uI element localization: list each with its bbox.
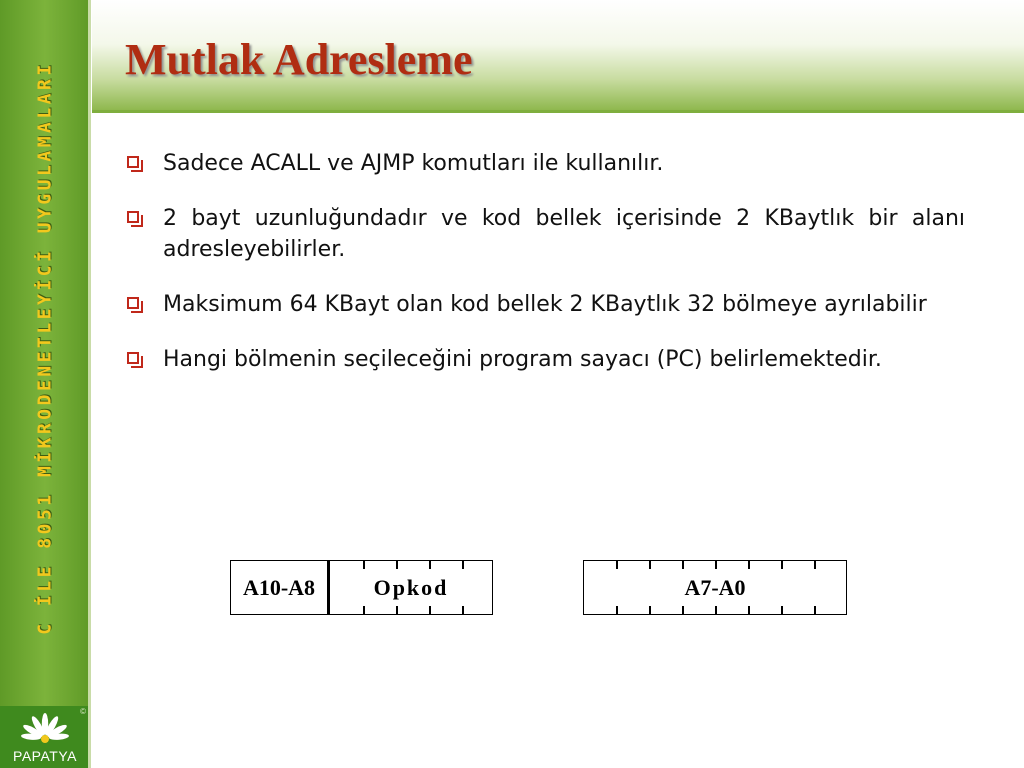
bit-tick bbox=[649, 606, 651, 614]
bullet-item bbox=[127, 344, 965, 375]
sidebar-edge bbox=[88, 0, 91, 768]
bullet-text: 2 bayt uzunluğundadır ve kod bellek içerisinde 2 KBaytlık bir alanı adresleyebilirler. bbox=[163, 206, 965, 262]
instruction-byte-2 bbox=[583, 560, 847, 615]
bit-tick bbox=[429, 561, 431, 569]
bit-tick bbox=[396, 561, 398, 569]
bit-tick bbox=[616, 606, 618, 614]
bullet-list bbox=[127, 148, 965, 399]
address-high-field: A10-A8 bbox=[231, 561, 330, 614]
bit-tick bbox=[715, 561, 717, 569]
bullet-item bbox=[127, 203, 965, 265]
bullet-item bbox=[127, 148, 965, 179]
header-divider bbox=[92, 110, 1024, 113]
logo bbox=[0, 706, 90, 768]
instruction-byte-1 bbox=[230, 560, 493, 615]
bit-tick bbox=[781, 606, 783, 614]
bit-tick bbox=[363, 606, 365, 614]
address-low-field: A7-A0 bbox=[684, 574, 746, 600]
bit-tick bbox=[715, 606, 717, 614]
bit-tick bbox=[748, 606, 750, 614]
bit-tick bbox=[429, 606, 431, 614]
bit-tick bbox=[462, 561, 464, 569]
bit-tick bbox=[396, 606, 398, 614]
sidebar bbox=[0, 0, 90, 768]
daisy-flower-icon bbox=[17, 710, 73, 750]
bit-tick bbox=[682, 606, 684, 614]
slide-title: Mutlak Adresleme bbox=[125, 35, 473, 84]
bit-tick bbox=[781, 561, 783, 569]
bit-tick bbox=[748, 561, 750, 569]
logo-text: PAPATYA bbox=[13, 748, 77, 764]
bit-tick bbox=[616, 561, 618, 569]
logo-copyright: © bbox=[80, 707, 86, 716]
checkbox-square-icon bbox=[127, 297, 139, 309]
bit-tick bbox=[814, 561, 816, 569]
bit-tick bbox=[814, 606, 816, 614]
bullet-text: Sadece ACALL ve AJMP komutları ile kullanılır. bbox=[163, 151, 664, 176]
sidebar-title: C İLE 8051 MİKRODENETLEYİCİ UYGULAMALARI bbox=[34, 61, 56, 635]
checkbox-square-icon bbox=[127, 352, 139, 364]
bit-tick bbox=[649, 561, 651, 569]
bullet-item bbox=[127, 289, 965, 320]
bullet-text: Maksimum 64 KBayt olan kod bellek 2 KBaytlık 32 bölmeye ayrılabilir bbox=[163, 292, 927, 317]
opcode-field: Opkod bbox=[373, 574, 449, 600]
bit-tick bbox=[682, 561, 684, 569]
checkbox-square-icon bbox=[127, 156, 139, 168]
checkbox-square-icon bbox=[127, 211, 139, 223]
bullet-text: Hangi bölmenin seçileceğini program sayacı (PC) belirlemektedir. bbox=[163, 347, 882, 372]
bit-tick bbox=[462, 606, 464, 614]
bit-tick bbox=[363, 561, 365, 569]
